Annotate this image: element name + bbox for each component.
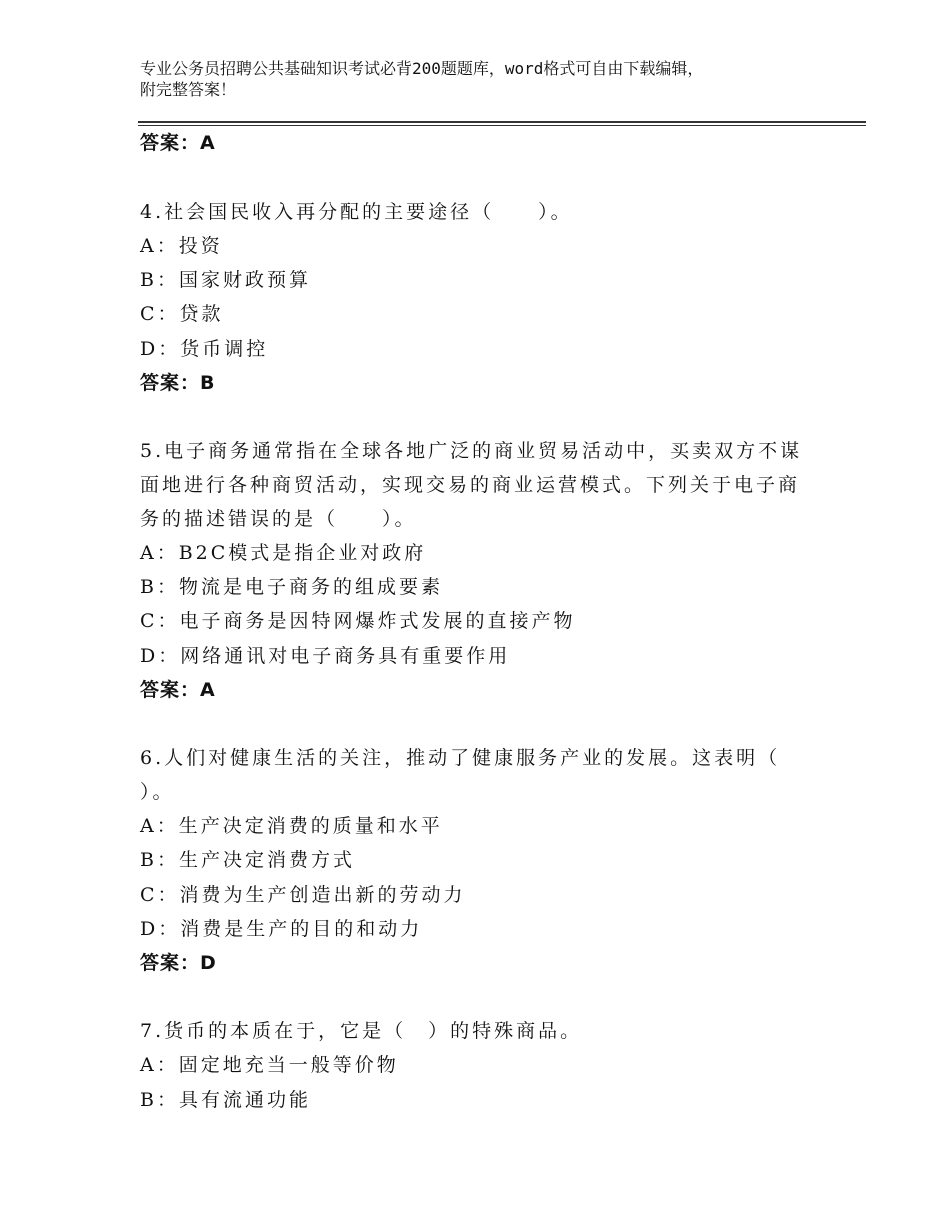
question-4-stem: 4.社会国民收入再分配的主要途径（ ）。 [140,201,573,223]
question-4-option-b: B：国家财政预算 [140,269,311,291]
question-6-stem-line-2: ）。 [140,781,175,803]
question-4-option-c: C：贷款 [140,303,224,325]
question-6-option-a: A：生产决定消费的质量和水平 [140,815,443,837]
answer-line: 答案：A [140,132,216,154]
question-6-stem-line-1: 6.人们对健康生活的关注，推动了健康服务产业的发展。这表明（ [140,747,781,769]
question-4-option-d: D：货币调控 [140,338,269,360]
question-5-stem-line-2: 面地进行各种商贸活动，实现交易的商业运营模式。下列关于电子商 [140,474,801,496]
question-4-option-a: A：投资 [140,235,223,257]
header-divider-thin [138,125,866,126]
question-6-option-b: B：生产决定消费方式 [140,849,355,871]
header-line-2: 附完整答案！ [140,80,237,99]
question-6-option-c: C：消费为生产创造出新的劳动力 [140,884,466,906]
header-line-1: 专业公务员招聘公共基础知识考试必背200题题库，word格式可自由下载编辑， [140,59,704,78]
question-7-option-b: B：具有流通功能 [140,1089,311,1111]
question-5-stem-line-3: 务的描述错误的是（ ）。 [140,508,417,530]
question-6-answer: 答案：D [140,952,217,974]
question-7-option-a: A：固定地充当一般等价物 [140,1054,399,1076]
question-6-option-d: D：消费是生产的目的和动力 [140,918,423,940]
header-divider-thick [138,121,866,123]
question-5-option-a: A：B2C模式是指企业对政府 [140,542,427,564]
question-5-option-b: B：物流是电子商务的组成要素 [140,576,443,598]
question-7-stem: 7.货币的本质在于，它是（ ）的特殊商品。 [140,1020,583,1042]
question-5-answer: 答案：A [140,679,216,701]
page-header [140,58,840,100]
question-5-stem-line-1: 5.电子商务通常指在全球各地广泛的商业贸易活动中，买卖双方不谋 [140,440,803,462]
question-5-option-c: C：电子商务是因特网爆炸式发展的直接产物 [140,610,576,632]
question-5-option-d: D：网络通讯对电子商务具有重要作用 [140,645,511,667]
question-4-answer: 答案：B [140,372,216,394]
